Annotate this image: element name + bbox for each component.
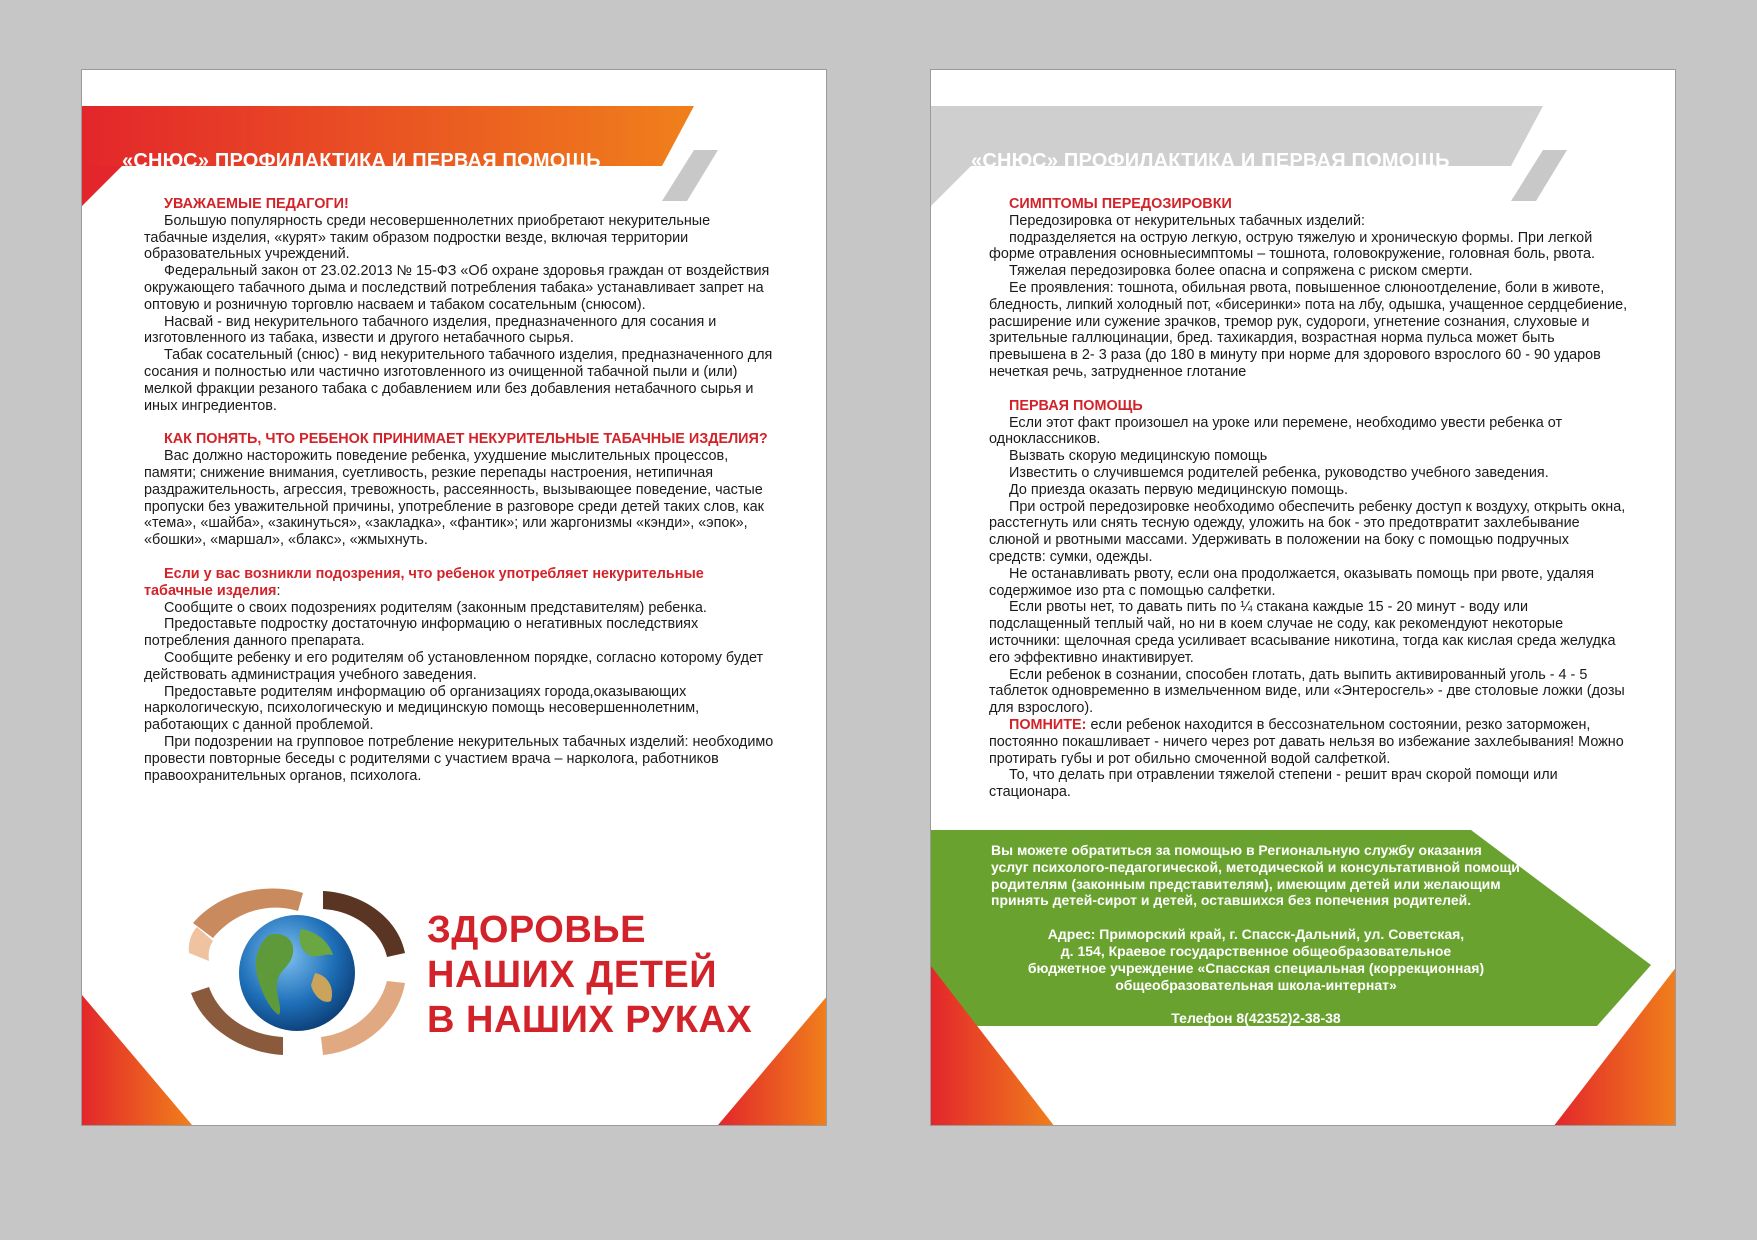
right-content <box>989 196 1629 801</box>
overdose-heading: СИМПТОМЫ ПЕРЕДОЗИРОВКИ <box>1009 196 1232 212</box>
email: Адрес электронной почты: ssp-071@rambler.ru <box>1092 1027 1420 1044</box>
action-paragraph: При подозрении на групповое потребление некурительных табачных изделий: необходимо провести повторные беседы с родителями с участием врача – нарколога, работников правоохранительных органов, психолога. <box>144 733 774 784</box>
address-line: общеобразовательная школа-интернат» <box>1115 976 1397 993</box>
right-banner-title: «СНЮС» ПРОФИЛАКТИКА И ПЕРВАЯ ПОМОЩЬ <box>971 150 1450 172</box>
signs-paragraph: Вас должно насторожить поведение ребенка, ухудшение мыслительных процессов, памяти; снижение внимания, суетливость, резкие перепады настроения, нетипичная раздражительность, агрессия, тревожность, рассеянность, вызывающее поведение, частые пропуски без уважительной причины, употребление в разговоре среди детей таких слов, как «тема», «шайба», «закинуться», «закладка», «фантик»; или жаргонизмы «кэнди», «эпок», «бошки», «маршал», «блакс», «жмыхнуть. <box>144 448 764 549</box>
aid-paragraph: Не останавливать рвоту, если она продолжается, оказывать помощь при рвоте, удаляя содержимое изо рта с помощью салфетки. <box>989 565 1594 599</box>
symptom-paragraph: Ее проявления: тошнота, обильная рвота, повышенное слюноотделение, боли в животе, бледность, липкий холодный пот, «бисеринки» пота на лбу, одышка, учащенное сердцебиение, расширение или сужение зрачков, тремор рук, судороги, угнетение сознания, слуховые и зрительные галлюцинации, бред. тахикардия, возрастная норма пульса может быть превышена в 2- 3 раза (до 180 в минуту при норме для здорового взрослого 60 - 90 ударов нечеткая речь, затрудненное глотание <box>989 279 1628 380</box>
signs-heading: КАК ПОНЯТЬ, ЧТО РЕБЕНОК ПРИНИМАЕТ НЕКУРИТЕЛЬНЫЕ ТАБАЧНЫЕ ИЗДЕЛИЯ? <box>164 431 768 448</box>
slogan-line: ЗДОРОВЬЕ <box>427 909 646 951</box>
action-paragraph: Предоставьте родителям информацию об организациях города,оказывающих наркологическую, психологическую и медицинскую помощь несовершеннолетним, работающих с данной проблемой. <box>144 683 700 734</box>
phone: Телефон 8(42352)2-38-38 <box>1171 1010 1341 1027</box>
remember-text: если ребенок находится в бессознательном состоянии, резко заторможен, постоянно покашливает - ничего через рот давать нельзя во избежание захлебывания! Можно протирать губы и рот обильно смоченной водой салфеткой. <box>989 716 1624 767</box>
action-paragraph: Сообщите о своих подозрениях родителям (законным представителям) ребенка. <box>164 599 707 616</box>
left-page <box>81 69 827 1126</box>
action-paragraph: Предоставьте подростку достаточную информацию о негативных последствиях потребления данного препарата. <box>144 616 699 650</box>
address-line: Адрес: Приморский край, г. Спасск-Дальний, ул. Советская, <box>1047 926 1465 943</box>
aid-paragraph: То, что делать при отравлении тяжелой степени - решит врач скорой помощи или стационара. <box>989 767 1558 801</box>
symptom-paragraph: подразделяется на острую легкую, острую тяжелую и хроническую формы. При легкой форме отравления основныесимптомы – тошнота, головокружение, головная боль, рвота. <box>989 229 1596 263</box>
aid-paragraph: До приезда оказать первую медицинскую помощь. <box>1009 481 1348 498</box>
right-page <box>930 69 1676 1126</box>
remember-paragraph <box>989 717 1629 767</box>
contact-block <box>991 842 1521 1044</box>
greeting-heading: УВАЖАЕМЫЕ ПЕДАГОГИ! <box>164 196 349 212</box>
symptom-paragraph: Тяжелая передозировка более опасна и сопряжена с риском смерти. <box>1009 263 1473 280</box>
contact-intro: Вы можете обратиться за помощью в Региональную службу оказания услуг психолого-педагогической, методической и консультативной помощи родителям (законным представителям), имеющим детей или желающим принять детей-сирот и детей, оставшихся без попечения родителей. <box>991 842 1520 909</box>
left-banner-title: «СНЮС» ПРОФИЛАКТИКА И ПЕРВАЯ ПОМОЩЬ <box>122 150 601 172</box>
first-aid-heading: ПЕРВАЯ ПОМОЩЬ <box>1009 397 1143 414</box>
address <box>991 926 1521 993</box>
nasvay-paragraph: Насвай - вид некурительного табачного изделия, предназначенного для сосания и изготовленного из табака, извести и другого нетабачного сырья. <box>144 313 717 347</box>
aid-paragraph: Если ребенок в сознании, способен глотать, дать выпить активированный уголь - 4 - 5 таблеток одновременно в измельченном виде, или «Энтеросгель» - две столовые ложки (дозы для взрослого). <box>989 666 1625 717</box>
suspicion-heading-text: Если у вас возникли подозрения, что ребенок употребляет некурительные табачные изделия <box>144 565 704 599</box>
action-paragraph: Сообщите ребенку и его родителям об установленном порядке, согласно которому будет действовать администрация учебного заведения. <box>144 649 764 683</box>
law-paragraph: Федеральный закон от 23.02.2013 № 15-ФЗ «Об охране здоровья граждан от воздействия окружающего табачного дыма и последствий потребления табака» устанавливает запрет на оптовую и розничную торговлю насваем и табаком сосательным (снюсом). <box>144 263 770 313</box>
address-line: д. 154, Краевое государственное общеобразовательное <box>1060 942 1452 959</box>
symptom-paragraph: Передозировка от некурительных табачных изделий: <box>1009 212 1365 229</box>
contacts <box>991 1010 1521 1044</box>
intro-paragraph: Большую популярность среди несовершеннолетних приобретают некурительные табачные изделия, «курят» таким образом подростки везде, включая территории образовательных учреждений. <box>144 212 711 263</box>
right-banner <box>931 106 1676 206</box>
slogan <box>427 908 752 1043</box>
hands-globe-image <box>183 883 411 1061</box>
slogan-line: В НАШИХ РУКАХ <box>427 999 753 1041</box>
suspicion-heading <box>144 566 774 600</box>
aid-paragraph: Известить о случившемся родителей ребенка, руководство учебного заведения. <box>1009 464 1549 481</box>
suspicion-heading-colon: : <box>276 582 281 599</box>
aid-paragraph: Вызвать скорую медицинскую помощь <box>1009 448 1268 465</box>
aid-paragraph: При острой передозировке необходимо обеспечить ребенку доступ к воздуху, открыть окна, расстегнуть или снять тесную одежду, уложить на бок - это предотвратит захлебывание слюной и рвотными массами. Удерживать в положении на боку с помощью подручных средств: сумки, одежды. <box>989 498 1626 565</box>
snus-paragraph: Табак сосательный (снюс) - вид некурительного табачного изделия, предназначенного для сосания и полностью или частично изготовленного из очищенной табачной пыли и (или) мелкой фракции резаного табака с добавлением или без добавления нетабачного сырья и иных ингредиентов. <box>144 347 773 414</box>
remember-label: ПОМНИТЕ: <box>1009 716 1087 733</box>
address-line: бюджетное учреждение «Спасская специальная (коррекционная) <box>1027 959 1485 976</box>
left-banner <box>82 106 827 206</box>
slogan-line: НАШИХ ДЕТЕЙ <box>427 954 718 996</box>
left-content <box>144 196 774 784</box>
aid-paragraph: Если этот факт произошел на уроке или перемене, необходимо увести ребенка от одноклассников. <box>989 414 1563 448</box>
aid-paragraph: Если рвоты нет, то давать пить по ¼ стакана каждые 15 - 20 минут - воду или подслащенный теплый чай, но ни в коем случае не соду, как рекомендуют некоторые источники: щелочная среда усиливает всасывание никотина, тогда как кислая среда желудка его эффективно инактивирует. <box>989 599 1616 666</box>
